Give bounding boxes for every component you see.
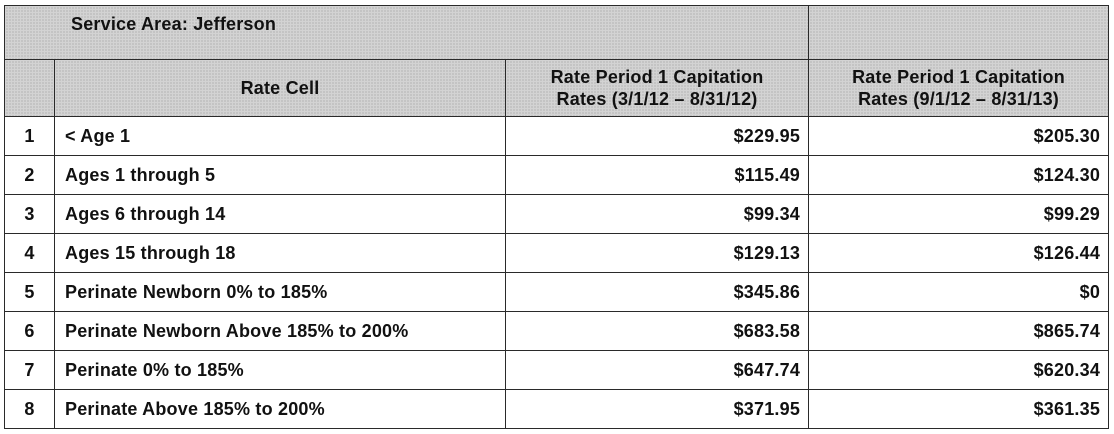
rate-cell-label: < Age 1 — [55, 117, 506, 156]
table-header-row — [5, 60, 1109, 117]
period1-header-line1: Rate Period 1 Capitation — [550, 67, 764, 87]
row-number-header — [5, 60, 55, 117]
row-number: 8 — [5, 390, 55, 429]
table-row — [5, 195, 1109, 234]
row-number: 4 — [5, 234, 55, 273]
table-row — [5, 273, 1109, 312]
period1-rate: $129.13 — [506, 234, 809, 273]
period1-rate: $229.95 — [506, 117, 809, 156]
rate-cell-label: Perinate Newborn 0% to 185% — [55, 273, 506, 312]
period1-rate: $115.49 — [506, 156, 809, 195]
table-row — [5, 312, 1109, 351]
service-area-blank-cell — [809, 6, 1109, 60]
period1-rate: $683.58 — [506, 312, 809, 351]
rate-cell-label: Ages 6 through 14 — [55, 195, 506, 234]
service-area-row — [5, 6, 1109, 60]
table-row — [5, 156, 1109, 195]
row-number: 5 — [5, 273, 55, 312]
rate-cell-label: Perinate Above 185% to 200% — [55, 390, 506, 429]
table-row — [5, 390, 1109, 429]
row-number: 7 — [5, 351, 55, 390]
rate-cell-label: Perinate Newborn Above 185% to 200% — [55, 312, 506, 351]
table-row — [5, 117, 1109, 156]
period2-header-line2: Rates (9/1/12 – 8/31/13) — [858, 89, 1059, 109]
rate-cell-header: Rate Cell — [55, 60, 506, 117]
rate-document — [4, 5, 1109, 429]
rate-cell-label: Ages 1 through 5 — [55, 156, 506, 195]
period1-rate: $345.86 — [506, 273, 809, 312]
period2-rate: $620.34 — [809, 351, 1109, 390]
period1-rate: $99.34 — [506, 195, 809, 234]
row-number: 1 — [5, 117, 55, 156]
period2-rate: $99.29 — [809, 195, 1109, 234]
period1-rates-header — [506, 60, 809, 117]
row-number: 6 — [5, 312, 55, 351]
service-area-label: Service Area: Jefferson — [5, 6, 809, 60]
table-row — [5, 351, 1109, 390]
rate-cell-label: Perinate 0% to 185% — [55, 351, 506, 390]
period1-rate: $371.95 — [506, 390, 809, 429]
capitation-rates-table — [4, 5, 1109, 429]
period1-rate: $647.74 — [506, 351, 809, 390]
period2-header-line1: Rate Period 1 Capitation — [852, 67, 1065, 87]
period1-header-line2: Rates (3/1/12 – 8/31/12) — [556, 89, 758, 109]
period2-rate: $126.44 — [809, 234, 1109, 273]
row-number: 2 — [5, 156, 55, 195]
row-number: 3 — [5, 195, 55, 234]
period2-rate: $0 — [809, 273, 1109, 312]
period2-rates-header — [809, 60, 1109, 117]
period2-rate: $361.35 — [809, 390, 1109, 429]
period2-rate: $124.30 — [809, 156, 1109, 195]
period2-rate: $865.74 — [809, 312, 1109, 351]
table-row — [5, 234, 1109, 273]
rate-cell-label: Ages 15 through 18 — [55, 234, 506, 273]
period2-rate: $205.30 — [809, 117, 1109, 156]
